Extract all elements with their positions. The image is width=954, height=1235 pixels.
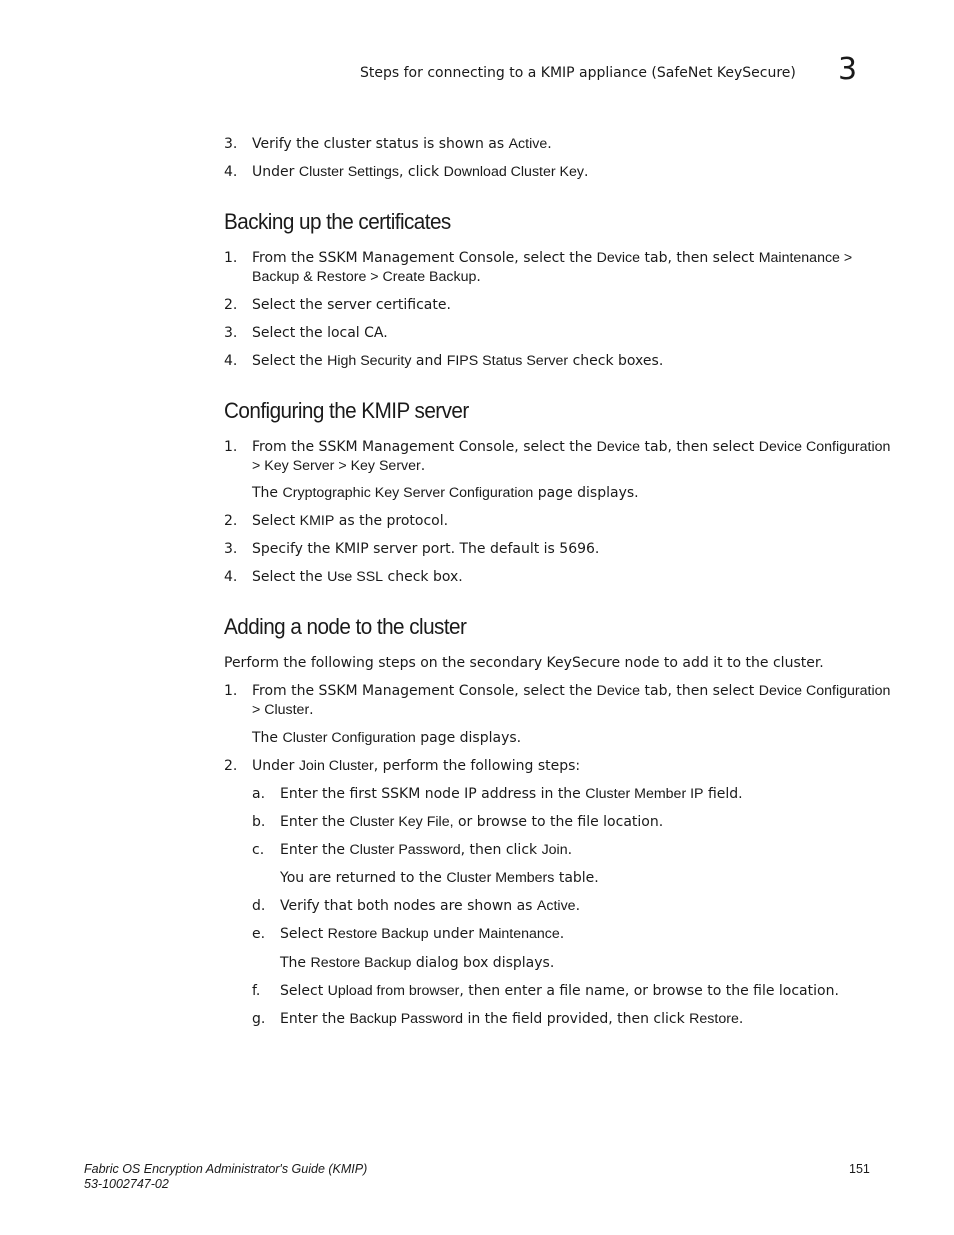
substep-text: Enter the Cluster Password, then click Join.	[280, 842, 573, 858]
step-number: 3.	[224, 325, 238, 341]
step-text: Select the server certificate.	[252, 297, 451, 313]
step-number: 1.	[224, 439, 238, 455]
substep-letter: c.	[252, 842, 265, 858]
step-text: Select the local CA.	[252, 325, 388, 341]
substep-text: Enter the Backup Password in the field provided, then click Restore.	[280, 1011, 744, 1027]
step-number: 3.	[224, 541, 238, 557]
substep-text: Select Restore Backup under Maintenance.	[280, 926, 565, 942]
step-number: 4.	[224, 164, 238, 180]
step-text: Under Cluster Settings, click Download Cluster Key.	[252, 164, 589, 180]
step-number: 4.	[224, 353, 238, 369]
substep-text: Select Upload from browser, then enter a file name, or browse to the file location.	[280, 983, 839, 999]
substep-text: Enter the Cluster Key File, or browse to the file location.	[280, 814, 664, 830]
step-text: From the SSKM Management Console, select the Device tab, then select Maintenance >	[252, 250, 853, 266]
step-text-continued: Backup & Restore > Create Backup.	[252, 269, 481, 285]
step-text: Under Join Cluster, perform the following steps:	[252, 758, 581, 774]
running-header-title: Steps for connecting to a KMIP appliance (SafeNet KeySecure)	[360, 65, 796, 81]
step-number: 3.	[224, 136, 238, 152]
step-text-continued: > Cluster.	[252, 702, 314, 718]
substep-note: The Restore Backup dialog box displays.	[280, 955, 555, 971]
step-number: 2.	[224, 297, 238, 313]
step-text: Specify the KMIP server port. The default is 5696.	[252, 541, 600, 557]
step-text: Select the Use SSL check box.	[252, 569, 463, 585]
section-heading-backup: Backing up the certificates	[224, 209, 451, 234]
step-text-continued: > Key Server > Key Server.	[252, 458, 426, 474]
substep-letter: a.	[252, 786, 266, 802]
substep-note: You are returned to the Cluster Members table.	[280, 870, 599, 886]
substep-text: Verify that both nodes are shown as Active.	[280, 898, 581, 914]
section-intro: Perform the following steps on the secondary KeySecure node to add it to the cluster.	[224, 655, 824, 671]
step-note: The Cluster Configuration page displays.	[252, 730, 522, 746]
substep-letter: d.	[252, 898, 266, 914]
step-text: From the SSKM Management Console, select the Device tab, then select Device Configuration	[252, 439, 891, 455]
step-text: From the SSKM Management Console, select the Device tab, then select Device Configuration	[252, 683, 891, 699]
step-text: Select KMIP as the protocol.	[252, 513, 449, 529]
section-heading-kmip: Configuring the KMIP server	[224, 398, 469, 423]
footer-page-number: 151	[849, 1162, 870, 1176]
step-number: 1.	[224, 683, 238, 699]
substep-text: Enter the first SSKM node IP address in the Cluster Member IP field.	[280, 786, 743, 802]
footer-doc-title: Fabric OS Encryption Administrator's Guide (KMIP)	[84, 1162, 368, 1176]
step-number: 2.	[224, 758, 238, 774]
step-number: 1.	[224, 250, 238, 266]
substep-letter: f.	[252, 983, 261, 999]
substep-letter: g.	[252, 1011, 266, 1027]
step-number: 4.	[224, 569, 238, 585]
step-note: The Cryptographic Key Server Configuration page displays.	[252, 485, 639, 501]
substep-letter: b.	[252, 814, 266, 830]
footer-doc-number: 53-1002747-02	[84, 1177, 169, 1191]
chapter-number: 3	[838, 52, 858, 87]
step-text: Verify the cluster status is shown as Active.	[252, 136, 552, 152]
step-number: 2.	[224, 513, 238, 529]
substep-letter: e.	[252, 926, 266, 942]
step-text: Select the High Security and FIPS Status Server check boxes.	[252, 353, 664, 369]
section-heading-add-node: Adding a node to the cluster	[224, 614, 467, 639]
